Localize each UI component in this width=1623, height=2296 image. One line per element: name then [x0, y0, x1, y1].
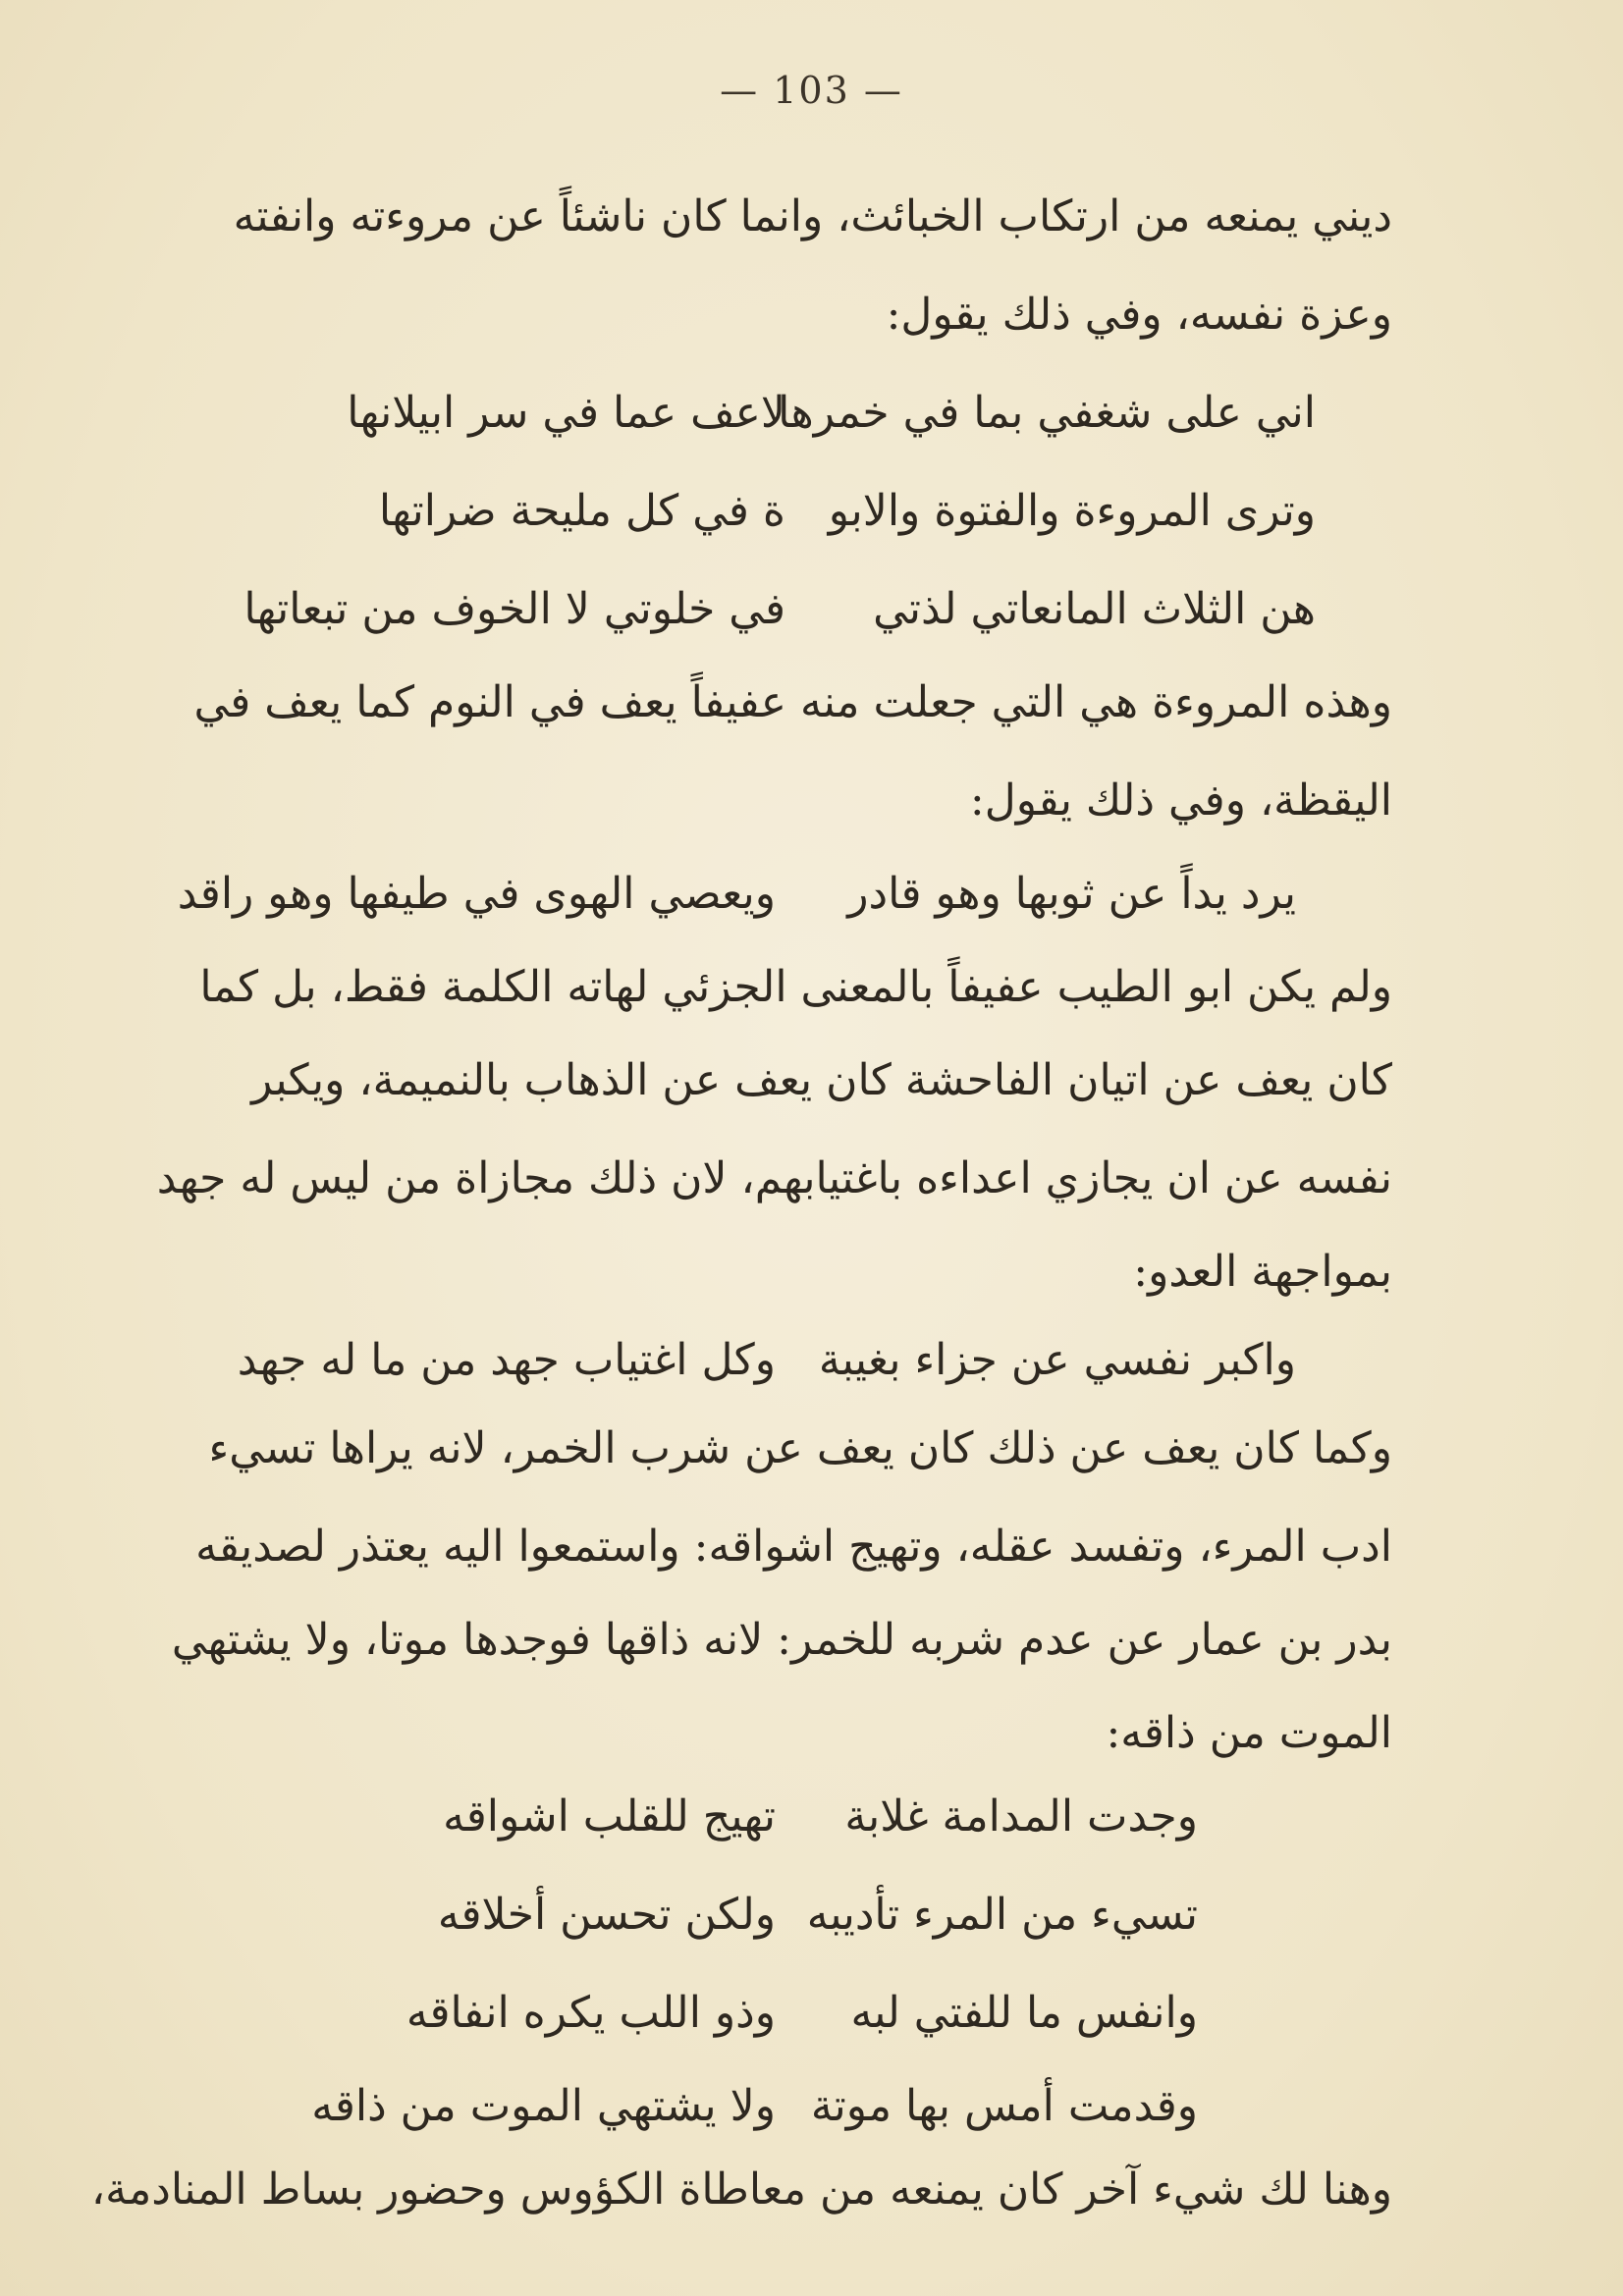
verse-hemistich: وكل اغتياب جهد من ما له جهد: [237, 1335, 776, 1385]
text-line: وعزة نفسه، وفي ذلك يقول:: [886, 290, 1392, 340]
text-line: وهذه المروءة هي التي جعلت منه عفيفاً يعف في النوم كما يعف في: [193, 677, 1392, 727]
verse-hemistich: واكبر نفسي عن جزاء بغيبة: [818, 1335, 1296, 1385]
verse-hemistich: ويعصي الهوى في طيفها وهو راقد: [177, 869, 776, 919]
text-line: وهنا لك شيء آخر كان يمنعه من معاطاة الكؤوس وحضور بساط المنادمة،: [90, 2164, 1392, 2215]
verse-hemistich: ولكن تحسن أخلاقه: [437, 1890, 776, 1940]
text-line: ادب المرء، وتفسد عقله، وتهيج اشواقه: واستمعوا اليه يعتذر لصديقه: [195, 1522, 1392, 1572]
verse-hemistich: ة في كل مليحة ضراتها: [378, 486, 785, 536]
verse-hemistich: يرد يداً عن ثوبها وهو قادر: [847, 869, 1296, 919]
text-line: الموت من ذاقه:: [1106, 1708, 1392, 1758]
text-line: اليقظة، وفي ذلك يقول:: [969, 775, 1392, 826]
verse-hemistich: اني على شغفي بما في خمرها: [778, 388, 1316, 438]
verse-hemistich: لاعف عما في سر ابيلانها: [347, 388, 785, 438]
verse-hemistich: هن الثلاث المانعاتي لذتي: [873, 584, 1316, 634]
text-line: بدر بن عمار عن عدم شربه للخمر: لانه ذاقها فوجدها موتا، ولا يشتهي: [171, 1615, 1392, 1665]
verse-hemistich: وجدت المدامة غلابة: [844, 1791, 1198, 1842]
verse-hemistich: وانفس ما للفتي لبه: [850, 1988, 1198, 2038]
verse-hemistich: تسيء من المرء تأديبه: [806, 1890, 1198, 1940]
text-line: ديني يمنعه من ارتكاب الخبائث، وانما كان ناشئاً عن مروءته وانفته: [233, 191, 1392, 241]
verse-hemistich: وترى المروءة والفتوة والابو: [828, 486, 1316, 536]
text-line: نفسه عن ان يجازي اعداءه باغتيابهم، لان ذلك مجازاة من ليس له جهد: [156, 1153, 1392, 1203]
verse-hemistich: تهيج للقلب اشواقه: [443, 1791, 776, 1842]
text-line: بمواجهة العدو:: [1133, 1247, 1392, 1297]
verse-hemistich: وذو اللب يكره انفاقه: [406, 1988, 776, 2038]
verse-hemistich: وقدمت أمس بها موتة: [810, 2081, 1198, 2131]
page-number: — 103 —: [720, 69, 903, 112]
text-line: كان يعف عن اتيان الفاحشة كان يعف عن الذهاب بالنميمة، ويكبر: [251, 1055, 1392, 1105]
verse-hemistich: ولا يشتهي الموت من ذاقه: [311, 2081, 776, 2131]
text-line: ولم يكن ابو الطيب عفيفاً بالمعنى الجزئي لهاته الكلمة فقط، بل كما: [199, 962, 1392, 1012]
verse-hemistich: في خلوتي لا الخوف من تبعاتها: [243, 584, 785, 634]
text-line: وكما كان يعف عن ذلك كان يعف عن شرب الخمر، لانه يراها تسيء: [208, 1423, 1392, 1473]
